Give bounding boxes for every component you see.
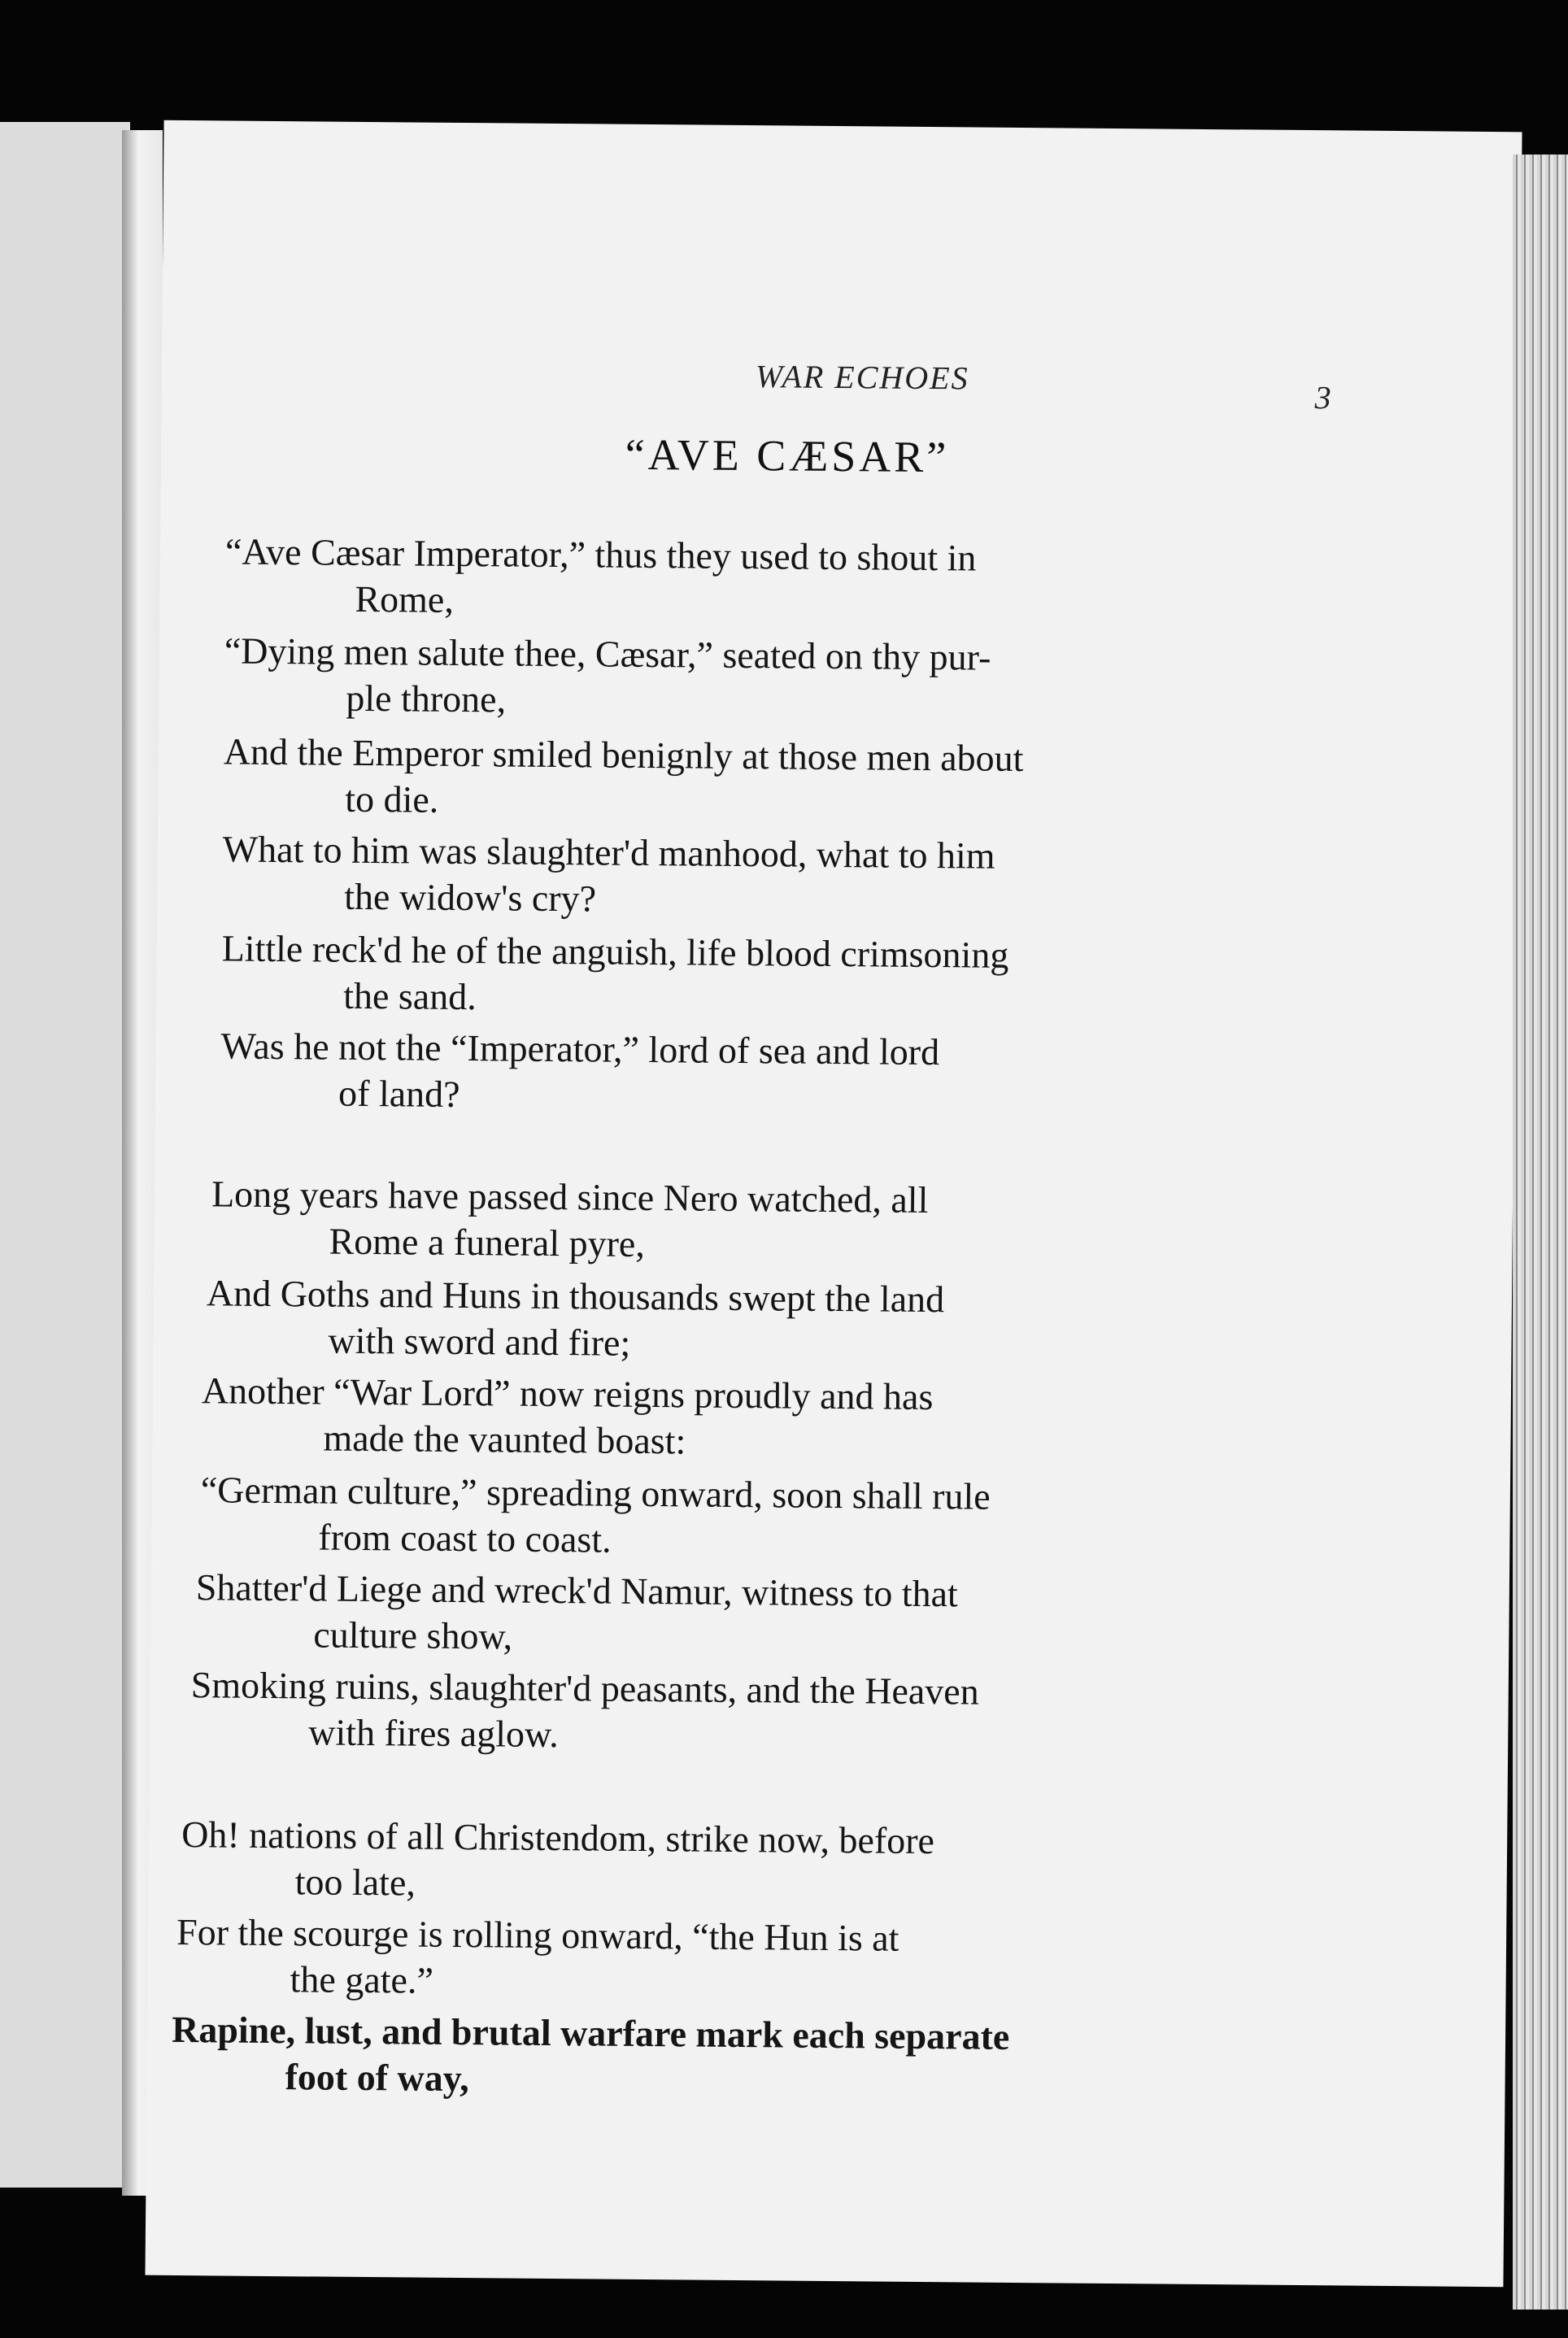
verse-line-text: “Dying men salute thee, Cæsar,” seated on thy pur- bbox=[224, 629, 991, 678]
verse-line-text: And the Emperor smiled benignly at those men about bbox=[223, 730, 1024, 780]
page-header bbox=[601, 355, 1333, 416]
left-facing-page bbox=[0, 122, 130, 2188]
verse-line-text: Was he not the “Imperator,” lord of sea and lord bbox=[220, 1025, 940, 1073]
verse-line-continuation: Rome a funeral pyre, bbox=[329, 1220, 646, 1265]
verse-line-text: Oh! nations of all Christendom, strike now, before bbox=[181, 1813, 935, 1862]
verse-line-continuation: the widow's cry? bbox=[344, 875, 597, 920]
verse-line-continuation: ple throne, bbox=[346, 677, 507, 721]
poem-title: “AVE CÆSAR” bbox=[625, 429, 950, 482]
verse-line-continuation: from coast to coast. bbox=[318, 1516, 612, 1561]
verse-line-text: Another “War Lord” now reigns proudly and has bbox=[201, 1369, 934, 1418]
verse-line-continuation: to die. bbox=[345, 777, 439, 821]
verse-line-continuation: the sand. bbox=[342, 974, 477, 1018]
verse-line-continuation: made the vaunted boast: bbox=[323, 1417, 686, 1462]
verse-line-text: Little reck'd he of the anguish, life blood crimsoning bbox=[221, 927, 1009, 976]
verse-line-continuation: of land? bbox=[338, 1072, 460, 1115]
verse-line-text: And Goths and Huns in thousands swept the land bbox=[206, 1272, 945, 1321]
verse-line-text: “German culture,” spreading onward, soon shall rule bbox=[200, 1469, 991, 1517]
verse-line-continuation: Rome, bbox=[355, 577, 455, 620]
verse-line-continuation: foot of way, bbox=[285, 2056, 469, 2100]
verse-line-continuation: with sword and fire; bbox=[328, 1319, 631, 1364]
running-title: WAR ECHOES bbox=[755, 358, 969, 397]
verse-line-text: Shatter'd Liege and wreck'd Namur, witness to that bbox=[195, 1566, 959, 1615]
verse-line-continuation: culture show, bbox=[313, 1613, 513, 1657]
verse-line-continuation: the gate.” bbox=[290, 1958, 434, 2001]
verse-line-continuation: too late, bbox=[294, 1861, 416, 1904]
verse-line-text: For the scourge is rolling onward, “the Hun is at bbox=[176, 1910, 899, 1959]
verse-line-text: Smoking ruins, slaughter'd peasants, and the Heaven bbox=[190, 1664, 979, 1713]
verse-line-continuation: with fires aglow. bbox=[308, 1711, 559, 1756]
book-page bbox=[145, 120, 1522, 2287]
verse-line-text: “Ave Cæsar Imperator,” thus they used to shout in bbox=[224, 530, 977, 579]
verse-line-text: Long years have passed since Nero watched, all bbox=[211, 1173, 929, 1221]
verse-line-text: Rapine, lust, and brutal warfare mark each separate bbox=[171, 2008, 1010, 2057]
verse-line-text: What to him was slaughter'd manhood, what to him bbox=[222, 828, 995, 877]
page-edges bbox=[1513, 155, 1568, 2310]
page-number: 3 bbox=[1314, 379, 1333, 416]
